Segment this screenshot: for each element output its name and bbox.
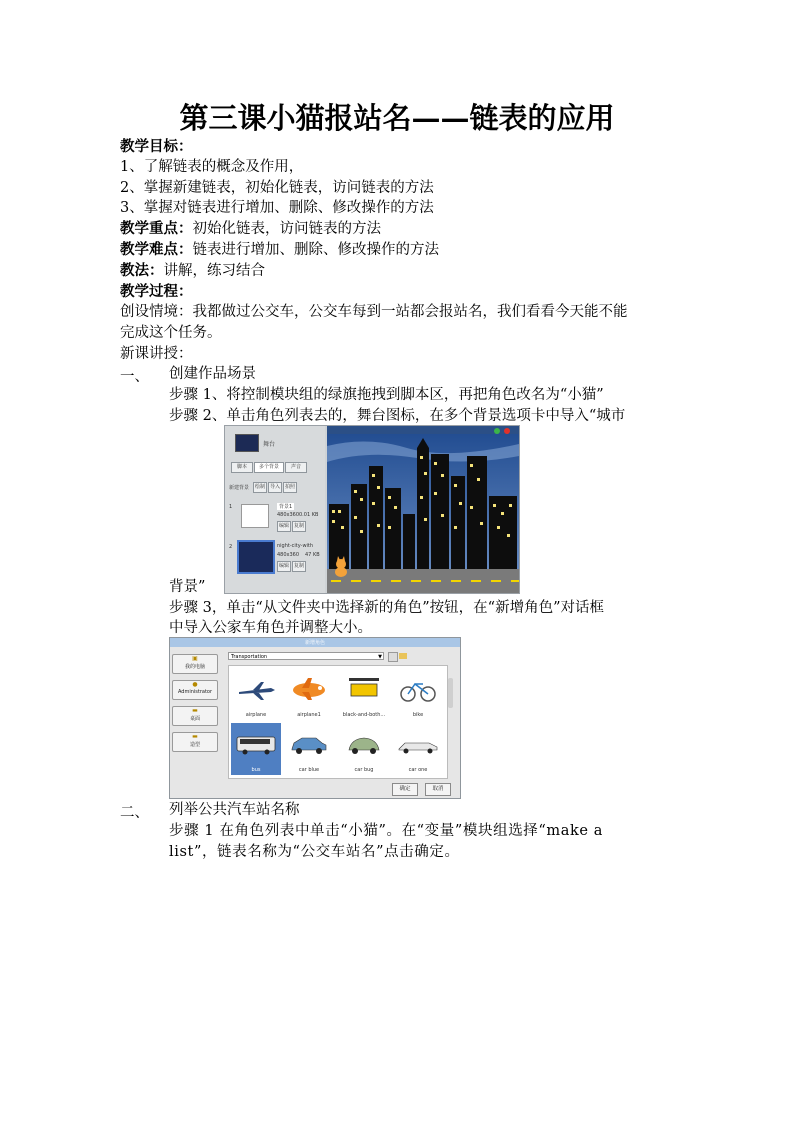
new-background-label: 新建背景 <box>229 485 250 491</box>
place-administrator[interactable] <box>172 680 218 700</box>
difficulty-text: 链表进行增加、删除、修改操作的方法 <box>192 242 439 258</box>
place-label: Administrator <box>177 689 213 695</box>
place-label: 桌面 <box>189 716 200 722</box>
section2-number: 二、 <box>120 805 149 821</box>
paint-button[interactable]: 绘制 <box>253 482 267 493</box>
place-desktop[interactable] <box>172 706 218 726</box>
method-text: 讲解，练习结合 <box>163 263 265 279</box>
bg2-copy-button[interactable]: 复制 <box>292 561 306 572</box>
camera-button[interactable]: 拍照 <box>283 482 297 493</box>
new-lesson-label: 新课讲授： <box>120 346 193 362</box>
folder-icon: ▬ <box>192 733 198 740</box>
folder-select-value: Transportation <box>231 654 268 660</box>
bg1-copy-button[interactable]: 复制 <box>292 521 306 532</box>
car-bug-icon <box>339 723 389 763</box>
place-costumes[interactable] <box>172 732 218 752</box>
step1-text: 步骤 1、将控制模块组的绿旗拖拽到脚本区，再把角色改名为“小猫” <box>169 387 604 403</box>
sprite-item[interactable] <box>284 723 334 775</box>
place-label: 造型 <box>189 742 200 748</box>
bg2-name[interactable]: night-city-with <box>277 543 314 549</box>
sprite-grid <box>228 665 448 779</box>
user-icon: ● <box>192 681 198 688</box>
sign-icon <box>339 668 389 708</box>
bg2-size: 480x360 <box>277 552 300 558</box>
sprite-item-selected[interactable] <box>231 723 281 775</box>
new-folder-icon[interactable] <box>399 653 407 659</box>
scratch-backgrounds-screenshot <box>224 425 520 594</box>
bg1-thumbnail[interactable] <box>241 504 269 528</box>
bg1-size: 480x360 <box>277 512 300 518</box>
stage-thumbnail <box>235 434 259 452</box>
method <box>120 261 265 281</box>
scrollbar[interactable] <box>448 678 453 708</box>
dialog-titlebar <box>170 638 460 647</box>
car-one-icon <box>393 723 443 763</box>
bike-icon <box>393 668 443 708</box>
ok-button[interactable]: 确定 <box>392 783 418 796</box>
sprite-label: black-and-both... <box>342 712 386 718</box>
step2-continuation: 背景” <box>169 579 206 595</box>
step3-text: 步骤 3，单击“从文件夹中选择新的角色”按钮，在“新增角色”对话框 <box>169 600 604 616</box>
section2-title: 列举公共汽车站名称 <box>169 802 300 818</box>
new-sprite-dialog-screenshot <box>169 637 461 799</box>
goal-heading: 教学目标： <box>120 138 193 155</box>
goal-item: 2、掌握新建链表，初始化链表，访问链表的方法 <box>120 180 434 196</box>
method-label: 教法： <box>120 262 164 279</box>
bg2-edit-button[interactable]: 编辑 <box>277 561 291 572</box>
section1-number: 一、 <box>120 369 149 385</box>
key-point-label: 教学重点： <box>120 220 193 237</box>
sprite-label: bike <box>412 712 424 718</box>
section1-title: 创建作品场景 <box>169 366 256 382</box>
tab-backgrounds[interactable]: 多个背景 <box>254 462 284 473</box>
bg2-index: 2 <box>229 544 233 550</box>
page-title: 第三课小猫报站名——链表的应用 <box>179 101 615 135</box>
dialog-title: 新增角色 <box>304 640 325 646</box>
computer-icon: ▣ <box>192 655 198 662</box>
airplane-icon <box>231 668 281 708</box>
scenario-line: 完成这个任务。 <box>120 325 222 341</box>
goal-item: 1、了解链表的概念及作用， <box>120 159 304 175</box>
key-point-text: 初始化链表，访问链表的方法 <box>192 221 381 237</box>
bg1-filesize: 0.01 KB <box>299 512 319 518</box>
bg1-name[interactable]: 背景1 <box>279 504 293 510</box>
airplane-cartoon-icon <box>284 668 334 708</box>
sprite-item[interactable] <box>231 668 281 720</box>
city-night-illustration <box>327 426 519 593</box>
place-label: 我的电脑 <box>184 664 205 670</box>
stage-label: 舞台 <box>263 441 276 448</box>
sprite-label: car one <box>408 767 428 773</box>
sprite-item[interactable] <box>339 668 389 720</box>
sprite-panel <box>225 426 325 593</box>
difficulty-label: 教学难点： <box>120 241 193 258</box>
folder-icon: ▬ <box>192 707 198 714</box>
difficulty <box>120 240 439 260</box>
bg1-index: 1 <box>229 504 233 510</box>
goal-item: 3、掌握对链表进行增加、删除、修改操作的方法 <box>120 200 434 216</box>
chevron-down-icon: ▼ <box>378 654 382 660</box>
bg2-filesize: 47 KB <box>305 552 320 558</box>
place-my-computer[interactable] <box>172 654 218 674</box>
green-flag-icon[interactable] <box>494 428 500 434</box>
step4-text: 步骤 1 在角色列表中单击“小猫”。在“变量”模块组选择“make a <box>169 823 604 839</box>
stage-city-night <box>327 426 519 593</box>
key-point <box>120 219 381 239</box>
step4-text: list”，链表名称为“公交车站名”点击确定。 <box>169 844 460 860</box>
import-button[interactable]: 导入 <box>268 482 282 493</box>
up-folder-icon[interactable] <box>388 652 398 662</box>
sprite-label: car bug <box>354 767 374 773</box>
sprite-label: airplane1 <box>297 712 321 718</box>
tab-sounds[interactable]: 声音 <box>285 462 307 473</box>
stop-icon[interactable] <box>504 428 510 434</box>
sprite-label: airplane <box>245 712 267 718</box>
sprite-item[interactable] <box>284 668 334 720</box>
cancel-button[interactable]: 取消 <box>425 783 451 796</box>
tab-scripts[interactable]: 脚本 <box>231 462 253 473</box>
step2-text: 步骤 2、单击角色列表去的，舞台图标，在多个背景选项卡中导入“城市 <box>169 408 626 424</box>
sprite-item[interactable] <box>339 723 389 775</box>
folder-select[interactable] <box>228 652 384 660</box>
step3-text: 中导入公家车角色并调整大小。 <box>169 620 372 636</box>
scenario-line: 创设情境：我都做过公交车，公交车每到一站都会报站名，我们看看今天能不能 <box>120 304 628 320</box>
sprite-label: car blue <box>298 767 320 773</box>
bg1-edit-button[interactable]: 编辑 <box>277 521 291 532</box>
bus-icon <box>231 723 281 763</box>
bg2-thumbnail[interactable] <box>237 540 275 574</box>
process-heading: 教学过程： <box>120 283 193 300</box>
car-blue-icon <box>284 723 334 763</box>
sprite-item[interactable] <box>393 723 443 775</box>
sprite-label: bus <box>251 767 261 773</box>
sprite-item[interactable] <box>393 668 443 720</box>
